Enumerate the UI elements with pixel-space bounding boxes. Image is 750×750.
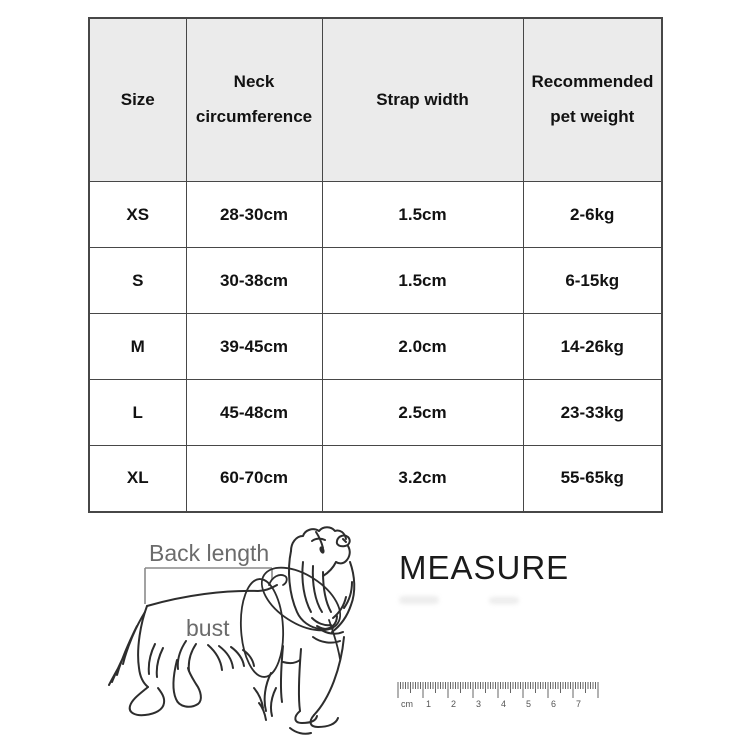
dog-head [291, 527, 350, 576]
header-neck-circumference: Neck circumference [186, 18, 322, 182]
svg-text:3: 3 [476, 699, 482, 709]
cell-weight: 6-15kg [523, 248, 662, 314]
cell-strap: 1.5cm [322, 182, 523, 248]
ruler-ticks [398, 682, 598, 698]
cell-neck: 60-70cm [186, 446, 322, 512]
cell-strap: 3.2cm [322, 446, 523, 512]
table-row-xl [89, 446, 662, 512]
cell-size: XS [89, 182, 186, 248]
svg-text:4: 4 [501, 699, 507, 709]
bust-label: bust [186, 615, 230, 641]
svg-text:5: 5 [526, 699, 532, 709]
print-smudge [399, 596, 439, 604]
cell-size: M [89, 314, 186, 380]
cell-size: XL [89, 446, 186, 512]
print-smudge [489, 597, 519, 604]
dog-belly-fur [149, 641, 254, 677]
header-strap-width: Strap width [322, 18, 523, 182]
dog-body-outline [130, 585, 344, 727]
back-length-label: Back length [149, 540, 270, 566]
table-row-xs [89, 182, 662, 248]
header-pet-weight: Recommended pet weight [523, 18, 662, 182]
cell-strap: 2.5cm [322, 380, 523, 446]
dog-measurement-sketch [95, 520, 370, 750]
cell-weight: 55-65kg [523, 446, 662, 512]
size-chart-table [88, 17, 663, 513]
bust-measure-ring [238, 578, 285, 678]
back-length-bracket [145, 568, 272, 604]
cell-neck: 45-48cm [186, 380, 322, 446]
svg-text:6: 6 [551, 699, 557, 709]
cell-weight: 23-33kg [523, 380, 662, 446]
cell-neck: 39-45cm [186, 314, 322, 380]
table-row-s [89, 248, 662, 314]
table-row-m [89, 314, 662, 380]
cell-strap: 2.0cm [322, 314, 523, 380]
measure-title: MEASURE [399, 549, 570, 586]
size-chart-header [89, 18, 662, 182]
ruler-numbers [401, 699, 581, 709]
cell-strap: 1.5cm [322, 248, 523, 314]
cell-weight: 14-26kg [523, 314, 662, 380]
cell-size: L [89, 380, 186, 446]
header-size: Size [89, 18, 186, 182]
cell-weight: 2-6kg [523, 182, 662, 248]
cell-neck: 28-30cm [186, 182, 322, 248]
svg-text:2: 2 [451, 699, 457, 709]
svg-text:cm: cm [401, 699, 413, 709]
ruler [395, 676, 607, 712]
svg-text:7: 7 [576, 699, 582, 709]
cell-neck: 30-38cm [186, 248, 322, 314]
dog-ear [289, 551, 337, 629]
cell-size: S [89, 248, 186, 314]
svg-text:1: 1 [426, 699, 432, 709]
dog-leg-fur [254, 673, 311, 734]
neck-cord-loop [251, 555, 351, 659]
table-row-l [89, 380, 662, 446]
